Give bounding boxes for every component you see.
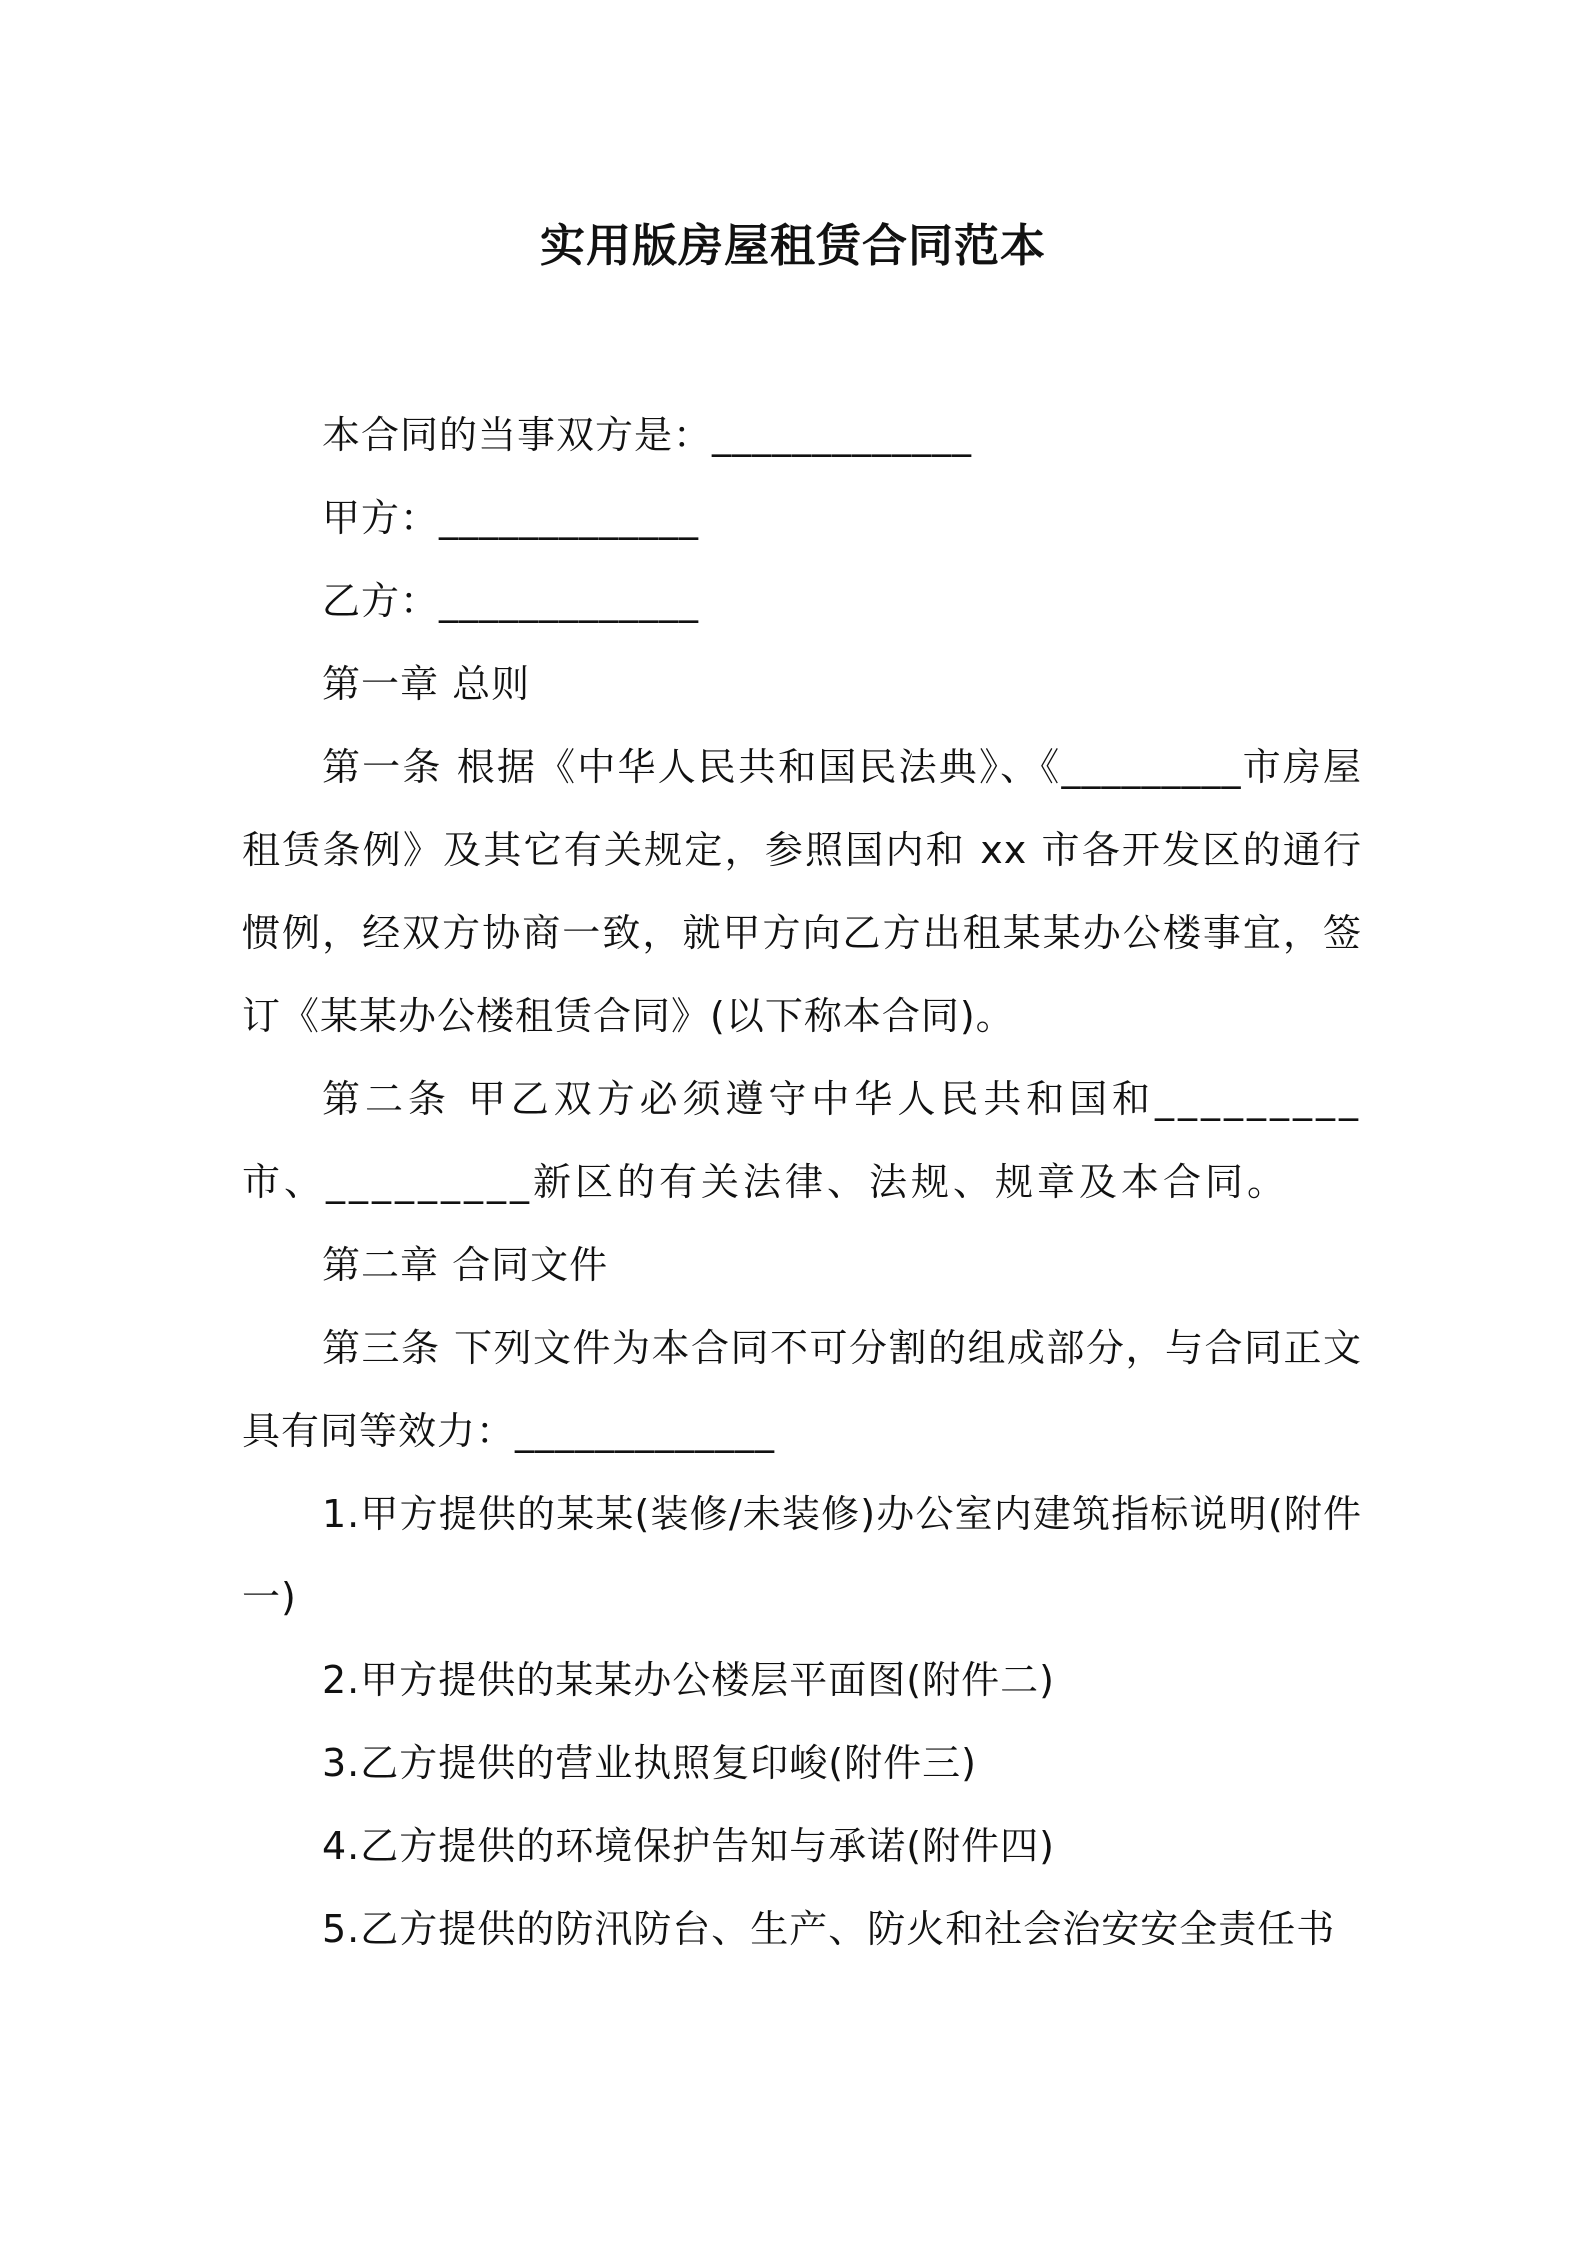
parties-intro: 本合同的当事双方是：_____________ [322, 413, 973, 457]
party-b-line: 乙方：_____________ [322, 579, 700, 623]
article-2: 第二条 甲乙双方必须遵守中华人民共和国和_________市、_________新区的有关法律、法规、规章及本合同。 [242, 1077, 1362, 1204]
article-3: 第三条 下列文件为本合同不可分割的组成部分，与合同正文具有同等效力：_____________ [242, 1326, 1362, 1453]
document-item-1: 1.甲方提供的某某(装修/未装修)办公室内建筑指标说明(附件一) [242, 1492, 1362, 1619]
document-item-5: 5.乙方提供的防汛防台、生产、防火和社会治安安全责任书 [322, 1907, 1336, 1951]
chapter-2-heading: 第二章 合同文件 [322, 1243, 609, 1287]
article-1: 第一条 根据《中华人民共和国民法典》、《_________市房屋租赁条例》及其它有关规定，参照国内和 xx 市各开发区的通行惯例，经双方协商一致，就甲方向乙方出租某某办公楼事宜，签订《某某办公楼租赁合同》(以下称本合同)。 [242, 745, 1362, 1038]
party-a-line: 甲方：_____________ [322, 496, 700, 540]
document-body [242, 394, 1362, 1971]
document-title: 实用版房屋租赁合同范本 [539, 219, 1046, 272]
document-item-4: 4.乙方提供的环境保护告知与承诺(附件四) [322, 1824, 1055, 1868]
chapter-1-heading: 第一章 总则 [322, 662, 531, 706]
document-item-3: 3.乙方提供的营业执照复印峻(附件三) [322, 1741, 977, 1785]
document-item-2: 2.甲方提供的某某办公楼层平面图(附件二) [322, 1658, 1055, 1702]
